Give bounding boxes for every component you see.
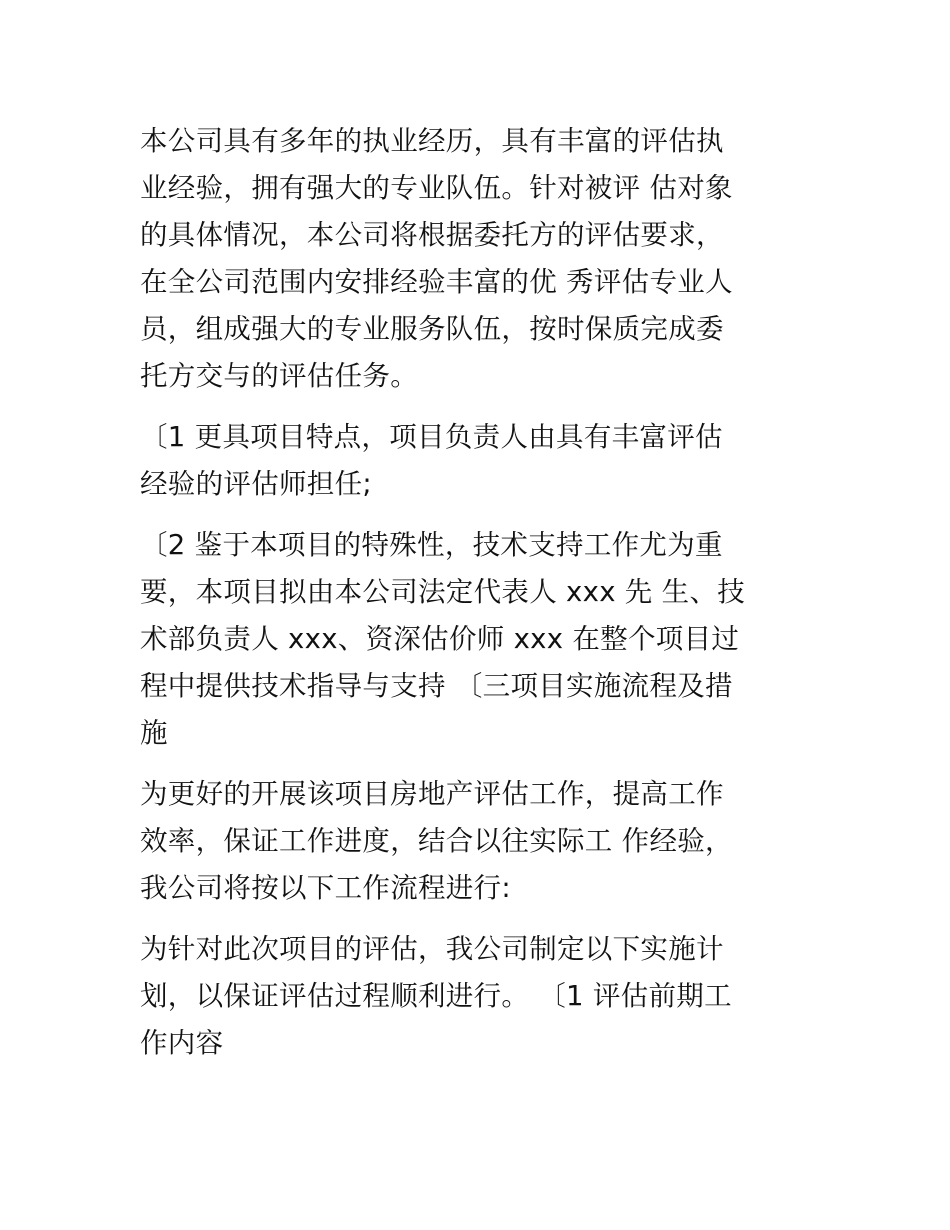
text-line: 业经验，拥有强大的专业队伍。针对被评 估对象 [140,172,733,204]
text-line: 为针对此次项目的评估，我公司制定以下实施计 [140,933,724,965]
text-line: 施 [140,717,168,749]
text-line: 效率，保证工作进度，结合以往实际工 作经验， [140,825,733,857]
text-line: 托方交与的评估任务。 [140,360,418,392]
text-line: 我公司将按以下工作流程进行: [140,872,511,904]
paragraph-item-1 [140,414,820,508]
text-line: 在全公司范围内安排经验丰富的优 秀评估专业人 [140,266,733,298]
paragraph-implementation-plan [140,926,820,1067]
text-line: 的具体情况，本公司将根据委托方的评估要求， [140,219,724,251]
text-line: 为更好的开展该项目房地产评估工作，提高工作 [140,778,724,810]
paragraph-item-2 [140,522,820,757]
text-line: 程中提供技术指导与支持 〔三项目实施流程及措 [140,670,733,702]
text-line: 要，本项目拟由本公司法定代表人 xxx 先 生、技 [140,576,746,608]
text-line: 作内容 [140,1027,224,1059]
text-line: 术部负责人 xxx、资深估价师 xxx 在整个项目过 [140,623,740,655]
text-line: 经验的评估师担任; [140,468,372,500]
text-line: 〔1 更具项目特点，项目负责人由具有丰富评估 [140,421,723,453]
paragraph-workflow-intro [140,771,820,912]
text-line: 划，以保证评估过程顺利进行。 〔1 评估前期工 [140,980,732,1012]
document-body [140,118,820,1081]
paragraph-company-experience [140,118,820,400]
text-line: 员，组成强大的专业服务队伍，按时保质完成委 [140,313,724,345]
text-line: 本公司具有多年的执业经历，具有丰富的评估执 [140,125,724,157]
text-line: 〔2 鉴于本项目的特殊性，技术支持工作尤为重 [140,529,723,561]
